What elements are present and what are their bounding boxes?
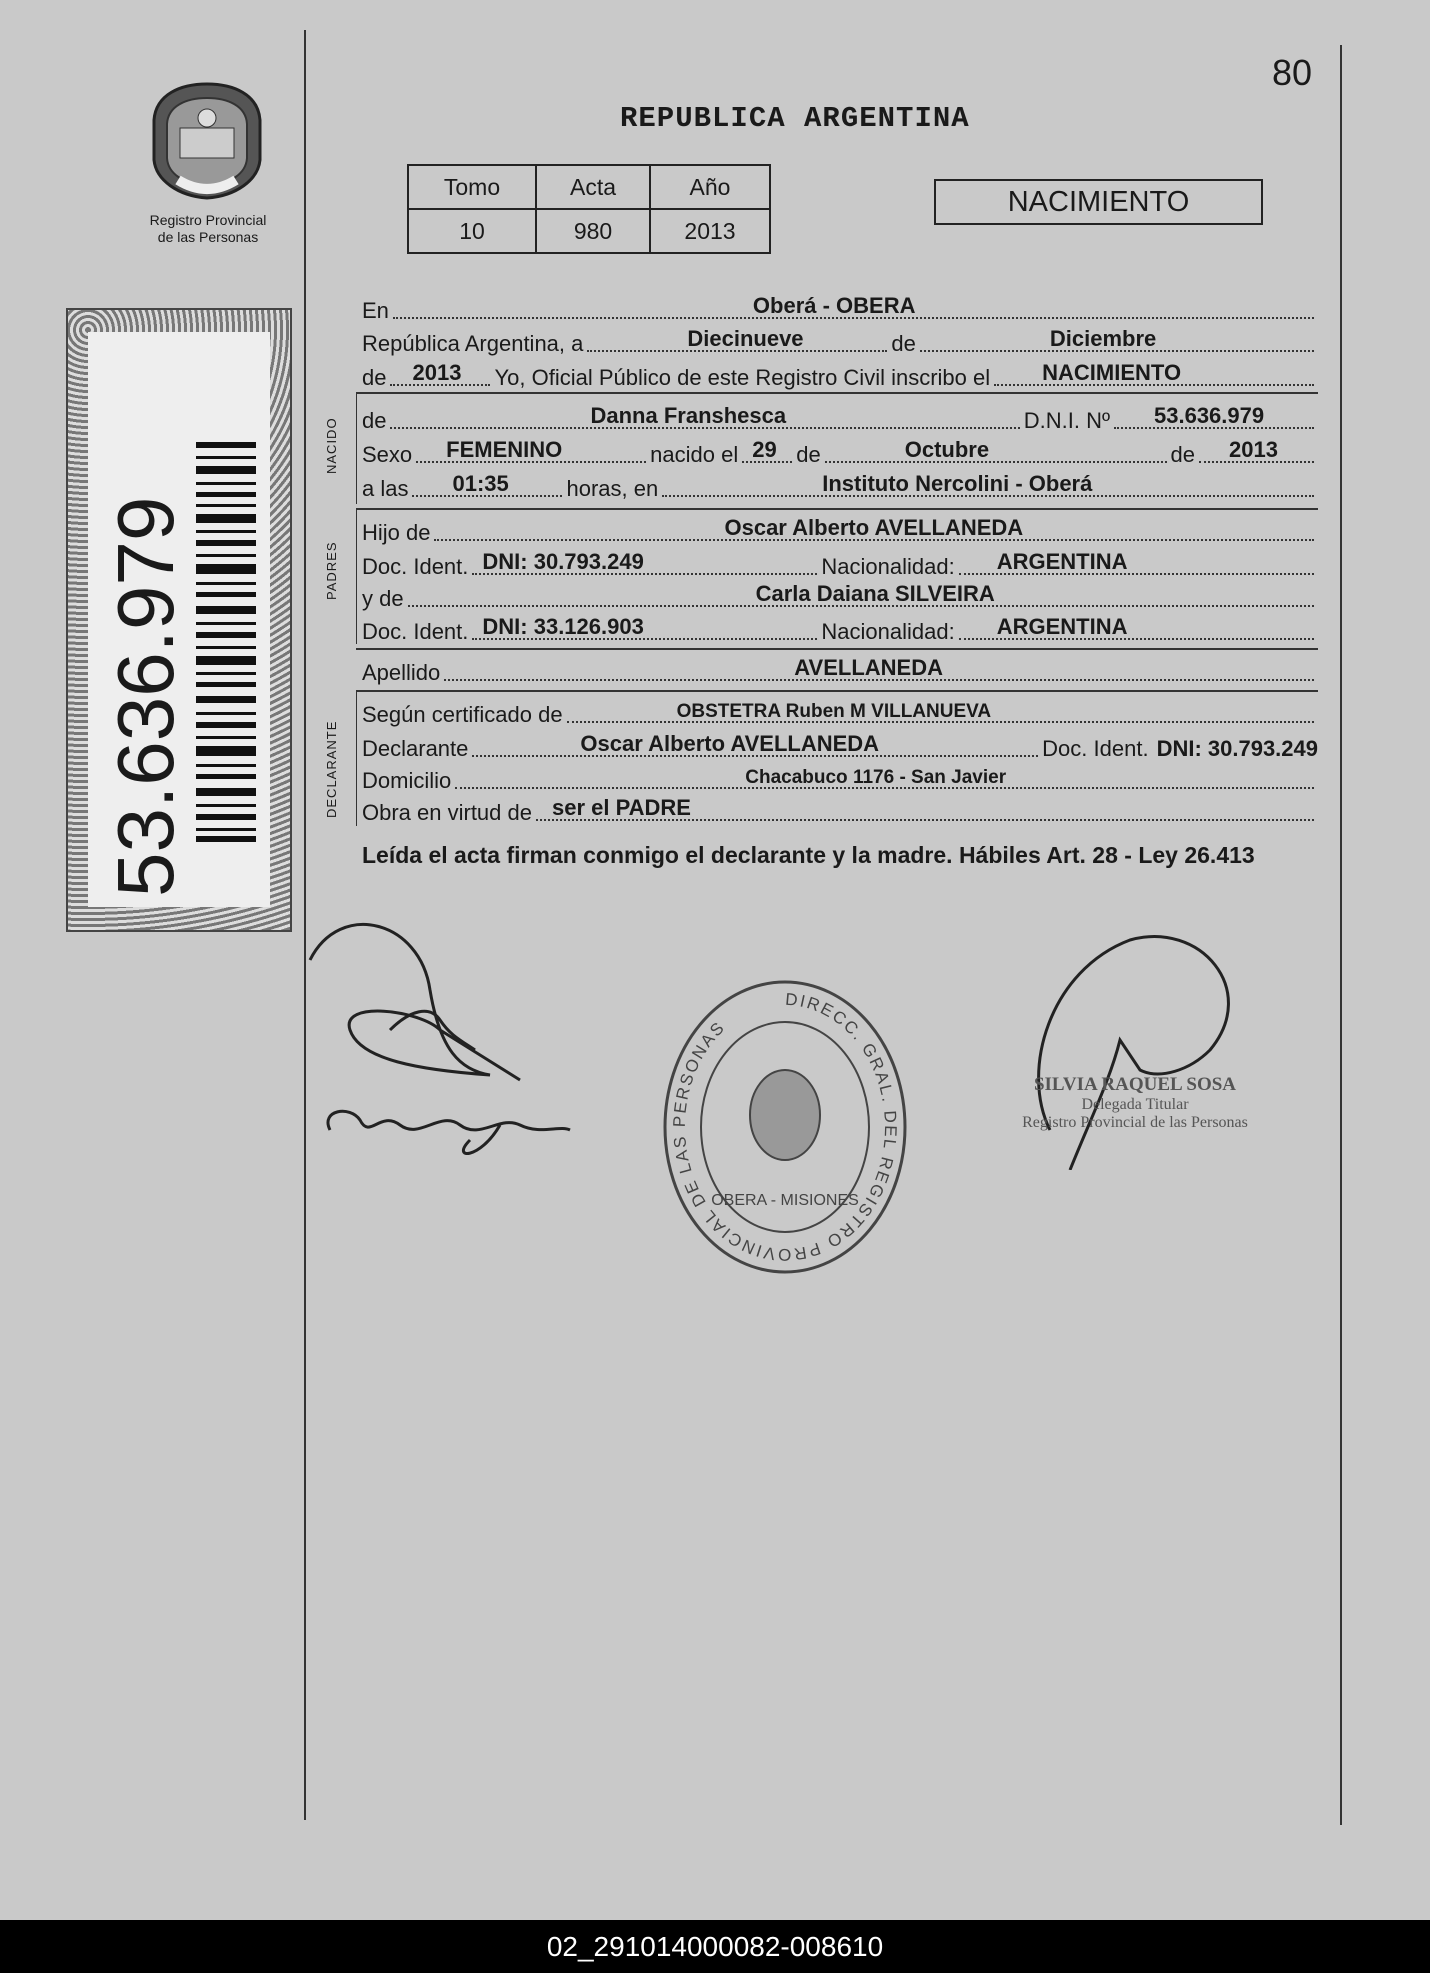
official-stamp: [1005, 1074, 1265, 1132]
row-fecha: [362, 323, 1318, 357]
value-certificado: OBSTETRA Ruben M VILLANUEVA: [676, 701, 992, 722]
table-value-cell: 980: [536, 209, 650, 253]
side-label-padres: PADRES: [324, 541, 339, 600]
row-hora: [362, 468, 1318, 502]
registry-seal-stamp: [660, 965, 910, 1275]
label-alas: a las: [362, 476, 409, 501]
label-nombre: de: [362, 408, 387, 433]
value-sexo: FEMENINO: [446, 437, 563, 462]
label-de-anio: de: [362, 365, 387, 390]
label-domicilio: Domicilio: [362, 768, 452, 793]
label-apellido: Apellido: [362, 660, 441, 685]
value-domicilio: Chacabuco 1176 - San Javier: [745, 767, 1007, 788]
registry-table: [407, 164, 771, 254]
registry-table-header: [408, 165, 770, 209]
declarante-signature: [300, 910, 580, 1170]
logo-caption-line2: de las Personas: [157, 229, 259, 245]
value-padre-nacionalidad: ARGENTINA: [996, 549, 1128, 574]
label-declarante: Declarante: [362, 736, 469, 761]
stamp-inner-text: OBERA - MISIONES: [711, 1192, 859, 1209]
label-de-nacido-anio: de: [1170, 442, 1195, 467]
row-obra: [362, 792, 1318, 826]
table-value-cell: 2013: [650, 209, 770, 253]
row-apellido: [362, 652, 1318, 686]
value-apellido: AVELLANEDA: [794, 655, 943, 680]
row-declarante: [362, 728, 1318, 762]
side-label-declarante: DECLARANTE: [324, 720, 339, 818]
barcode-number: 53.636.979: [101, 496, 190, 897]
row-nombre: [362, 400, 1318, 434]
label-de: de: [891, 331, 916, 356]
label-hijo-de: Hijo de: [362, 520, 431, 545]
oficial-signature: [1010, 930, 1250, 1170]
value-hora: 01:35: [452, 471, 509, 496]
label-doc-madre: Doc. Ident.: [362, 619, 469, 644]
table-header-cell: Año: [650, 165, 770, 209]
official-role: Delegada Titular: [1081, 1096, 1189, 1113]
value-padre: Oscar Alberto AVELLANEDA: [724, 515, 1024, 540]
registry-table-values: [408, 209, 770, 253]
official-name: SILVIA RAQUEL SOSA: [1033, 1074, 1237, 1095]
label-segun: Según certificado de: [362, 702, 563, 727]
logo-caption-line1: Registro Provincial: [149, 212, 267, 228]
value-lugar-nacimiento: Instituto Nercolini - Oberá: [822, 471, 1093, 496]
closing-text: Leída el acta firman conmigo el declarante y la madre. Hábiles Art. 28 - Ley 26.413: [362, 842, 1255, 868]
side-label-nacido: NACIDO: [324, 417, 339, 474]
value-nacido-anio: 2013: [1229, 437, 1278, 462]
value-nacido-mes: Octubre: [904, 437, 990, 462]
value-dni: 53.636.979: [1154, 403, 1265, 428]
row-domicilio: [362, 760, 1318, 794]
value-mes: Diciembre: [1049, 326, 1157, 351]
scan-footer-code: 02_291014000082-008610: [0, 1920, 1430, 1973]
document-title: REPUBLICA ARGENTINA: [620, 102, 970, 135]
row-sexo: [362, 434, 1318, 468]
label-obra: Obra en virtud de: [362, 800, 532, 825]
value-obra: ser el PADRE: [551, 795, 691, 820]
barcode-icon: [196, 442, 256, 842]
value-declarante-doc: DNI: 30.793.249: [1156, 736, 1318, 761]
value-inscribo: NACIMIENTO: [1042, 360, 1182, 385]
act-type-box: NACIMIENTO: [934, 179, 1263, 225]
label-declarante-doc: Doc. Ident.: [1042, 736, 1149, 761]
label-republica: República Argentina, a: [362, 331, 584, 356]
label-sexo: Sexo: [362, 442, 413, 467]
row-anio: [362, 357, 1318, 391]
barcode-panel: [66, 308, 292, 932]
label-y-de: y de: [362, 586, 404, 611]
value-madre-doc: DNI: 33.126.903: [482, 614, 644, 639]
official-office: Registro Provincial de las Personas: [1022, 1114, 1248, 1131]
value-lugar-inscripcion: Oberá - OBERA: [752, 293, 916, 318]
table-header-cell: Tomo: [408, 165, 536, 209]
label-nacido: nacido el: [650, 442, 739, 467]
label-en: En: [362, 298, 389, 323]
value-madre: Carla Daiana SILVEIRA: [755, 581, 995, 606]
value-padre-doc: DNI: 30.793.249: [482, 549, 644, 574]
page-number: 80: [1272, 52, 1313, 93]
label-nacionalidad-madre: Nacionalidad:: [821, 619, 955, 644]
registry-logo: [148, 80, 266, 200]
right-margin-line: [1340, 45, 1342, 1825]
value-nombre: Danna Franshesca: [590, 403, 787, 428]
logo-caption: [128, 212, 288, 246]
label-de-nacido: de: [796, 442, 821, 467]
label-oficial: Yo, Oficial Público de este Registro Civil inscribo el: [494, 365, 991, 390]
row-madre-doc: [362, 611, 1318, 645]
row-padre: [362, 512, 1318, 546]
value-dia: Diecinueve: [687, 326, 804, 351]
label-nacionalidad-padre: Nacionalidad:: [821, 554, 955, 579]
label-horas-en: horas, en: [566, 476, 659, 501]
label-doc-padre: Doc. Ident.: [362, 554, 469, 579]
value-nacido-dia: 29: [752, 437, 777, 462]
table-value-cell: 10: [408, 209, 536, 253]
label-dni: D.N.I. Nº: [1023, 408, 1110, 433]
stamp-ring-text: DIRECC. GRAL. DEL REGISTRO PROVINCIAL DE LAS PERSONAS: [669, 989, 901, 1265]
row-padre-doc: [362, 546, 1318, 580]
value-declarante: Oscar Alberto AVELLANEDA: [580, 731, 880, 756]
row-en: [362, 290, 1318, 324]
table-header-cell: Acta: [536, 165, 650, 209]
row-madre: [362, 578, 1318, 612]
barcode-area: [88, 332, 270, 907]
value-madre-nacionalidad: ARGENTINA: [996, 614, 1128, 639]
value-anio: 2013: [412, 360, 462, 385]
row-certificado: [362, 694, 1318, 728]
